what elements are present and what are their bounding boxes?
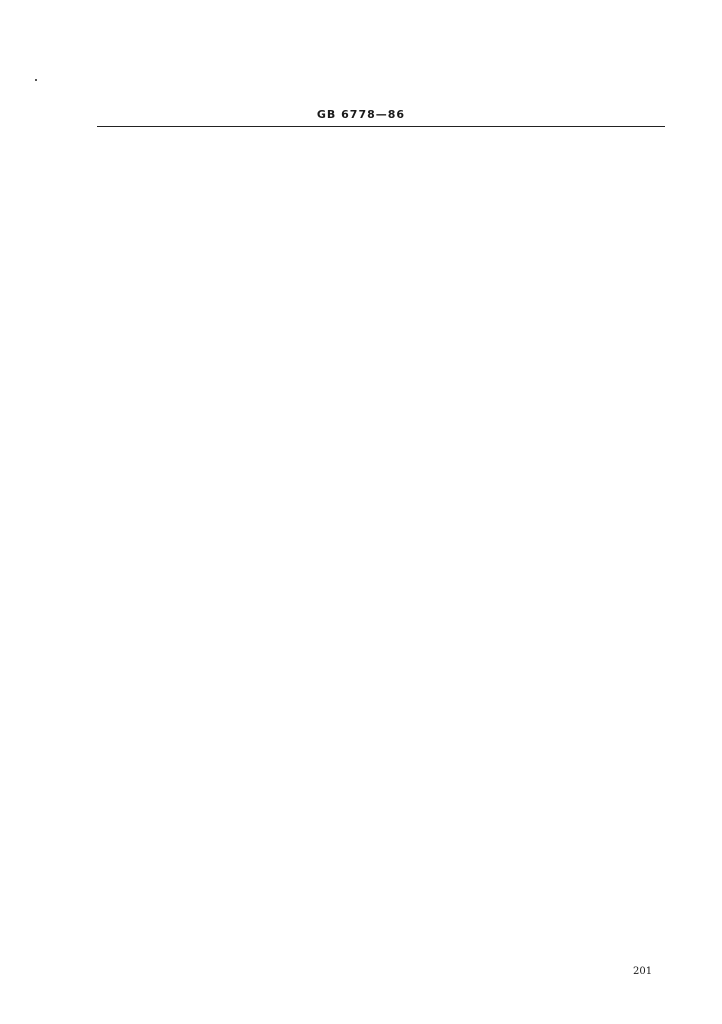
standard-code-header: GB 6778—86: [316, 108, 406, 121]
page-number: 201: [633, 966, 653, 977]
header-rule: [97, 126, 665, 127]
scan-mark: [35, 79, 37, 81]
